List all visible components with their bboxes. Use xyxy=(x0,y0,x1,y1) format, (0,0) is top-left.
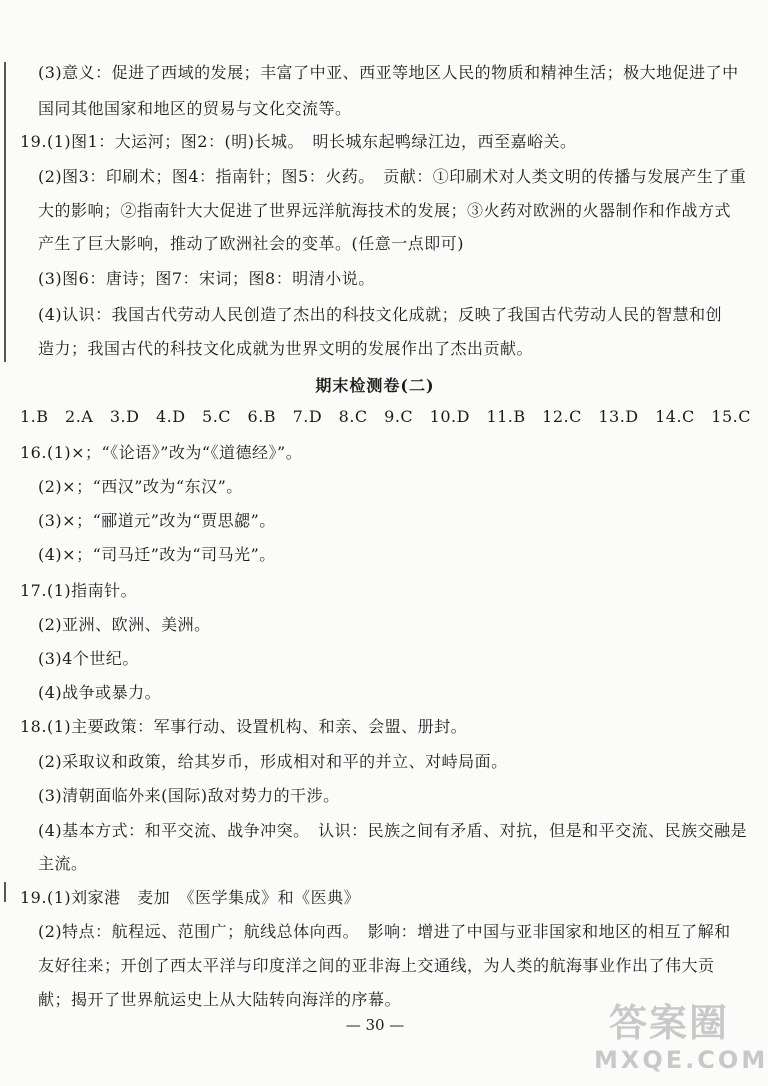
choice-answers: 1.B 2.A 3.D 4.D 5.C 6.B 7.D 8.C 9.C 10.D 11.B 12.C 13.D 14.C 15.C xyxy=(20,407,751,426)
answer-line-21: (3)清朝面临外来(国际)敌对势力的干涉。 xyxy=(38,786,340,805)
section-title: 期末检测卷(二) xyxy=(315,376,435,395)
answer-line-5: 大的影响；②指南针大大促进了世界远洋航海技术的发展；③火药对欧洲的火器制作和作战方式 xyxy=(38,201,732,220)
watermark-text-top: 答案圈 xyxy=(608,1001,729,1045)
watermark-text-bottom: MXQE.COM xyxy=(594,1046,768,1074)
answer-line-15: 17.(1)指南针。 xyxy=(20,581,138,600)
answer-line-26: 友好往来；开创了西太平洋与印度洋之间的亚非海上交通线，为人类的航海事业作出了伟大贡 xyxy=(38,956,715,975)
answer-line-12: (2)×；“西汉”改为“东汉”。 xyxy=(38,477,243,496)
answer-line-8: (4)认识：我国古代劳动人民创造了杰出的科技文化成就；反映了我国古代劳动人民的智慧和创 xyxy=(38,305,723,324)
answer-line-20: (2)采取议和政策，给其岁币，形成相对和平的并立、对峙局面。 xyxy=(38,752,508,771)
answer-line-11: 16.(1)×；“《论语》”改为“《道德经》”。 xyxy=(20,443,303,462)
answer-line-25: (2)特点：航程远、范围广；航线总体向西。 影响：增进了中国与亚非国家和地区的相互了解和 xyxy=(38,922,731,941)
answer-line-22: (4)基本方式：和平交流、战争冲突。 认识：民族之间有矛盾、对抗，但是和平交流、民族交融是 xyxy=(38,821,748,840)
answer-line-23: 主流。 xyxy=(38,854,88,873)
left-edge-mark xyxy=(4,62,6,362)
answer-line-13: (3)×；“郦道元”改为“贾思勰”。 xyxy=(38,511,276,530)
answer-line-24: 19.(1)刘家港 麦加 《医学集成》和《医典》 xyxy=(20,888,361,907)
answer-line-14: (4)×；“司马迁”改为“司马光”。 xyxy=(38,545,276,564)
watermark-logo xyxy=(594,1000,768,1080)
answer-line-17: (3)4个世纪。 xyxy=(38,649,139,668)
answer-line-27: 献；揭开了世界航运史上从大陆转向海洋的序幕。 xyxy=(38,990,402,1009)
answer-line-16: (2)亚洲、欧洲、美洲。 xyxy=(38,615,211,634)
answer-line-2: 国同其他国家和地区的贸易与文化交流等。 xyxy=(38,99,352,118)
page-number: — 30 — xyxy=(345,1016,405,1034)
answer-line-6: 产生了巨大影响，推动了欧洲社会的变革。(任意一点即可) xyxy=(38,234,464,253)
answer-line-3: 19.(1)图1：大运河；图2：(明)长城。 明长城东起鸭绿江边，西至嘉峪关。 xyxy=(20,132,577,151)
answer-line-4: (2)图3：印刷术；图4：指南针；图5：火药。 贡献：①印刷术对人类文明的传播与发展产生了重 xyxy=(38,167,747,186)
answer-line-1: (3)意义：促进了西域的发展；丰富了中亚、西亚等地区人民的物质和精神生活；极大地促进了中 xyxy=(38,63,739,82)
left-edge-mark-2 xyxy=(4,882,6,902)
answer-line-9: 造力；我国古代的科技文化成就为世界文明的发展作出了杰出贡献。 xyxy=(38,339,534,358)
answer-line-18: (4)战争或暴力。 xyxy=(38,683,162,702)
answer-line-19: 18.(1)主要政策：军事行动、设置机构、和亲、会盟、册封。 xyxy=(20,717,468,736)
answer-line-7: (3)图6：唐诗；图7：宋词；图8：明清小说。 xyxy=(38,269,375,288)
